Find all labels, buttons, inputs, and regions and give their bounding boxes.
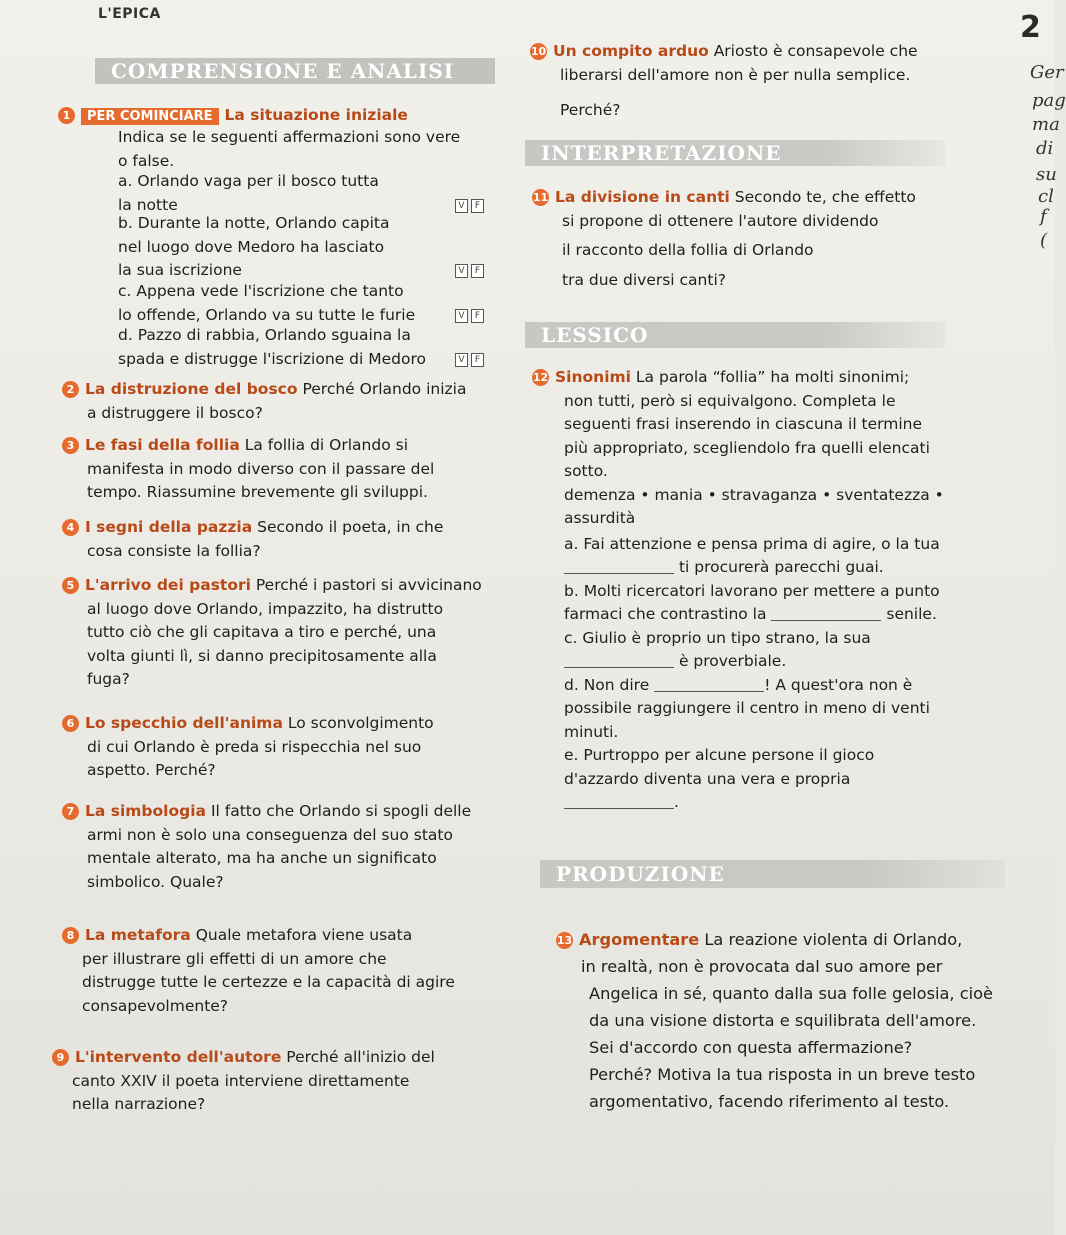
blank-e[interactable] [564, 794, 674, 809]
q4: 4 I segni della pazzia Secondo il poeta, in che cosa consiste la follia? [62, 516, 502, 563]
section-lessico: LESSICO [525, 322, 945, 348]
blank-b[interactable] [771, 606, 881, 621]
q1-statement-d: d. Pazzo di rabbia, Orlando sguaina la spada e distrugge l'iscrizione di Medoro V F [118, 324, 498, 371]
q10-number: 10 [530, 45, 547, 58]
edge-word: pag [1032, 90, 1066, 111]
q1-badge: PER COMINCIARE [81, 108, 219, 125]
edge-word: cl [1038, 186, 1054, 207]
q10: 10 Un compito arduo Ariosto è consapevole che liberarsi dell'amore non è per nulla semplice. Perché? [530, 42, 918, 119]
q12-number: 12 [532, 371, 549, 384]
true-false-box-d[interactable]: V F [455, 353, 484, 367]
q5: 5 L'arrivo dei pastori Perché i pastori si avvicinano al luogo dove Orlando, impazzito, ha distrutto tutto ciò che gli capitava a tiro e perché, una volta giunti lì, si danno precipitosamente alla fuga? [62, 574, 502, 692]
q3-number: 3 [62, 437, 79, 454]
q13: 13 Argomentare La reazione violenta di Orlando, in realtà, non è provocata dal suo amore per Angelica in sé, quanto dalla sua folle gelosia, cioè da una visione distorta e squilibrata dell'amore. Sei d'accordo con questa affermazione? Perché? Motiva la tua risposta in un breve testo argomentativo, facendo riferimento al testo. [556, 930, 993, 1111]
q1-number: 1 [58, 107, 75, 124]
section-comprensione: COMPRENSIONE E ANALISI [95, 58, 495, 84]
q8-number: 8 [62, 927, 79, 944]
q3: 3 Le fasi della follia La follia di Orlando si manifesta in modo diverso con il passare del tempo. Riassumine brevemente gli sviluppi. [62, 434, 502, 505]
page-number: 2 [1020, 10, 1041, 45]
q9-number: 9 [52, 1049, 69, 1066]
q6-number: 6 [62, 715, 79, 732]
true-false-box-a[interactable]: V F [455, 199, 484, 213]
blank-a[interactable] [564, 559, 674, 574]
blank-c[interactable] [564, 653, 674, 668]
edge-word: ma [1032, 114, 1060, 135]
q2-number: 2 [62, 381, 79, 398]
q5-number: 5 [62, 577, 79, 594]
q7-number: 7 [62, 803, 79, 820]
q11-number: 11 [532, 191, 549, 204]
true-false-box-c[interactable]: V F [455, 309, 484, 323]
q1-title: La situazione iniziale [224, 106, 408, 124]
q11: 11 La divisione in canti Secondo te, che effetto si propone di ottenere l'autore dividendo il racconto della follia di Orlando tra due diversi canti? [532, 188, 916, 289]
q8: 8 La metafora Quale metafora viene usata per illustrare gli effetti di un amore che distrugge tutte le certezze e la capacità di agire consapevolmente? [62, 924, 502, 1018]
edge-word: Ger [1030, 62, 1064, 83]
q2: 2 La distruzione del bosco Perché Orlando inizia a distruggere il bosco? [62, 378, 502, 425]
word-list: demenza • mania • stravaganza • sventatezza • [564, 485, 944, 504]
section-produzione: PRODUZIONE [540, 860, 1005, 888]
q6: 6 Lo specchio dell'anima Lo sconvolgimento di cui Orlando è preda si rispecchia nel suo aspetto. Perché? [62, 712, 502, 783]
edge-word: su [1036, 164, 1057, 185]
q1-statement-c: c. Appena vede l'iscrizione che tanto lo offende, Orlando va su tutte le furie V F [118, 280, 498, 327]
edge-word: di [1036, 138, 1054, 159]
section-interpretazione: INTERPRETAZIONE [525, 140, 945, 166]
q12: 12 Sinonimi La parola “follia” ha molti sinonimi; non tutti, però si equivalgono. Completa le seguenti frasi inserendo in ciascuna il termine più appropriato, scegliendolo fra quelli elencati sotto. demenza • mania • stravaganza • sventatezza • assurdità a. Fai attenzione e pensa prima di agire, o la tua ti procurerà parecchi guai. b. Molti ricercatori lavorano per mettere a punto farmaci che contrastino la senile. c. Giulio è proprio un tipo strano, la sua è proverbiale. d. Non dire ! A quest'ora non è possibile raggiungere il centro in meno di venti minuti. e. Purtroppo per alcune persone il gioco d'azzardo diventa una vera e propria . [532, 366, 952, 815]
q4-number: 4 [62, 519, 79, 536]
q1-intro: Indica se le seguenti affermazioni sono vere o false. [118, 128, 461, 170]
q7: 7 La simbologia Il fatto che Orlando si spogli delle armi non è solo una conseguenza del suo stato mentale alterato, ma ha anche un significato simbolico. Quale? [62, 800, 502, 894]
q1-statement-b: b. Durante la notte, Orlando capita nel luogo dove Medoro ha lasciato la sua iscrizione V F [118, 212, 498, 283]
q13-number: 13 [556, 934, 573, 947]
edge-word: ( [1040, 230, 1048, 251]
running-head: L'EPICA [98, 6, 161, 22]
q9: 9 L'intervento dell'autore Perché all'inizio del canto XXIV il poeta interviene direttamente nella narrazione? [52, 1046, 502, 1117]
edge-word: f [1040, 206, 1047, 227]
blank-d[interactable] [654, 677, 764, 692]
q1-heading [58, 104, 408, 128]
q1-statement-a: a. Orlando vaga per il bosco tutta la notte V F [118, 170, 498, 217]
true-false-box-b[interactable]: V F [455, 264, 484, 278]
